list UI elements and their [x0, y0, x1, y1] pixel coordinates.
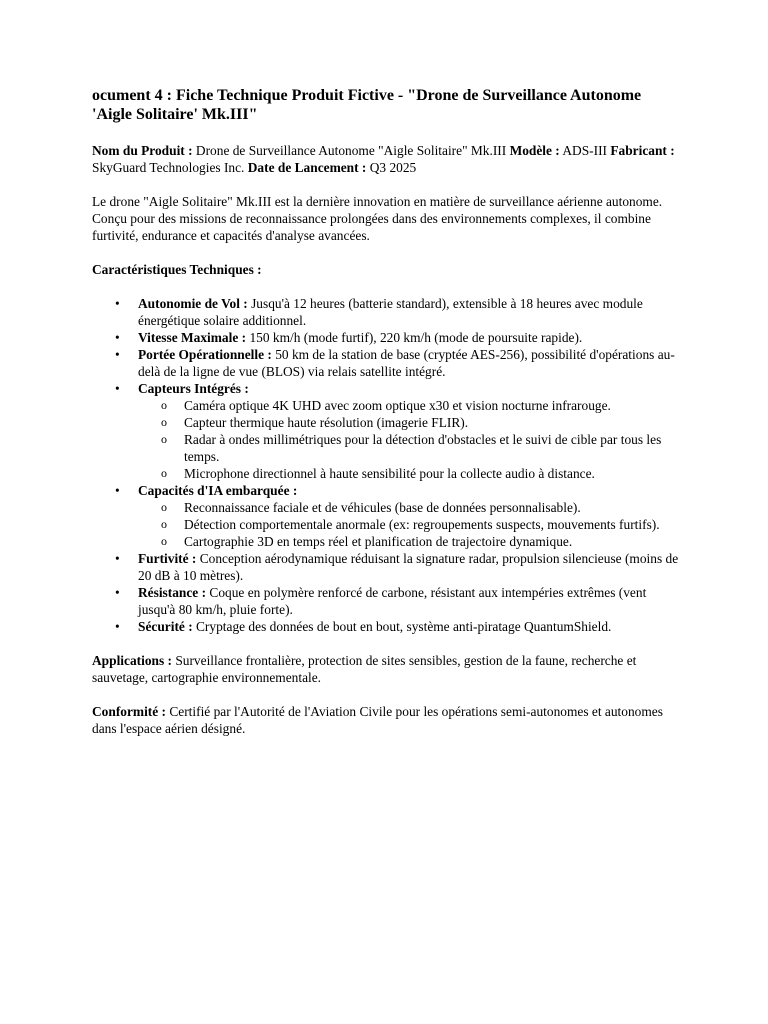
sub-item: o Reconnaissance faciale et de véhicules (base de données personnalisable).	[184, 499, 682, 516]
spec-label: Furtivité :	[138, 551, 197, 566]
spec-text: 50 km de la station de base (cryptée AES-256), possibilité d'opérations au-delà de la ligne de vue (BLOS) via relais satellite intégré.	[138, 347, 675, 379]
spec-item	[138, 329, 682, 346]
specs-heading: Caractéristiques Techniques :	[92, 262, 262, 277]
model-label: Modèle :	[509, 143, 560, 158]
spec-label: Capacités d'IA embarquée :	[138, 483, 298, 498]
spec-label: Résistance :	[138, 585, 207, 600]
compliance-text: Certifié par l'Autorité de l'Aviation Civile pour les opérations semi-autonomes et autonomes dans l'espace aérien désigné.	[92, 704, 663, 736]
specs-list	[92, 295, 682, 635]
spec-item	[138, 380, 682, 482]
spec-item	[138, 550, 682, 584]
spec-label: Vitesse Maximale :	[138, 330, 247, 345]
sub-item: o Capteur thermique haute résolution (imagerie FLIR).	[184, 414, 682, 431]
document-page	[92, 86, 682, 754]
sub-item: o Détection comportementale anormale (ex: regroupements suspects, mouvements furtifs).	[184, 516, 682, 533]
sensors-sublist	[138, 397, 682, 482]
sub-item: o Radar à ondes millimétriques pour la détection d'obstacles et le suivi de cible par tous les temps.	[184, 431, 682, 465]
spec-label: Sécurité :	[138, 619, 193, 634]
spec-text: Coque en polymère renforcé de carbone, résistant aux intempéries extrêmes (vent jusqu'à 80 km/h, pluie forte).	[138, 585, 647, 617]
spec-label: Autonomie de Vol :	[138, 296, 248, 311]
spec-item	[138, 584, 682, 618]
launch-date-label: Date de Lancement :	[247, 160, 367, 175]
spec-item	[138, 346, 682, 380]
spec-text: Jusqu'à 12 heures (batterie standard), extensible à 18 heures avec module énergétique solaire additionnel.	[138, 296, 643, 328]
product-name-value: Drone de Surveillance Autonome "Aigle Solitaire" Mk.III	[192, 143, 510, 158]
compliance-label: Conformité :	[92, 704, 166, 719]
sub-item: o Microphone directionnel à haute sensibilité pour la collecte audio à distance.	[184, 465, 682, 482]
product-name-label: Nom du Produit :	[92, 143, 193, 158]
maker-label: Fabricant :	[610, 143, 675, 158]
applications-label: Applications :	[92, 653, 172, 668]
specs-heading-para	[92, 261, 682, 278]
spec-item	[138, 295, 682, 329]
ai-sublist	[138, 499, 682, 550]
applications-text: Surveillance frontalière, protection de sites sensibles, gestion de la faune, recherche et sauvetage, cartographie environnementale.	[92, 653, 637, 685]
spec-text: Cryptage des données de bout en bout, système anti-piratage QuantumShield.	[192, 619, 612, 634]
sub-item: o Caméra optique 4K UHD avec zoom optique x30 et vision nocturne infrarouge.	[184, 397, 682, 414]
product-meta	[92, 142, 682, 176]
intro-paragraph: Le drone "Aigle Solitaire" Mk.III est la dernière innovation en matière de surveillance aérienne autonome. Conçu pour des missions de reconnaissance prolongées dans des environnements complexes, il combine furtivité, endurance et capacités d'analyse avancées.	[92, 194, 663, 243]
applications-paragraph	[92, 652, 682, 686]
model-value: ADS-III	[559, 143, 611, 158]
launch-date-value: Q3 2025	[366, 160, 417, 175]
spec-item	[138, 618, 682, 635]
compliance-paragraph	[92, 703, 682, 737]
document-title: ocument 4 : Fiche Technique Produit Fictive - "Drone de Surveillance Autonome 'Aigle Solitaire' Mk.III"	[92, 87, 642, 123]
sub-item: o Cartographie 3D en temps réel et planification de trajectoire dynamique.	[184, 533, 682, 550]
spec-item	[138, 482, 682, 550]
spec-text: 150 km/h (mode furtif), 220 km/h (mode de poursuite rapide).	[246, 330, 583, 345]
spec-label: Capteurs Intégrés :	[138, 381, 249, 396]
spec-text: Conception aérodynamique réduisant la signature radar, propulsion silencieuse (moins de 20 dB à 10 mètres).	[138, 551, 679, 583]
spec-label: Portée Opérationnelle :	[138, 347, 272, 362]
maker-value: SkyGuard Technologies Inc.	[92, 160, 248, 175]
